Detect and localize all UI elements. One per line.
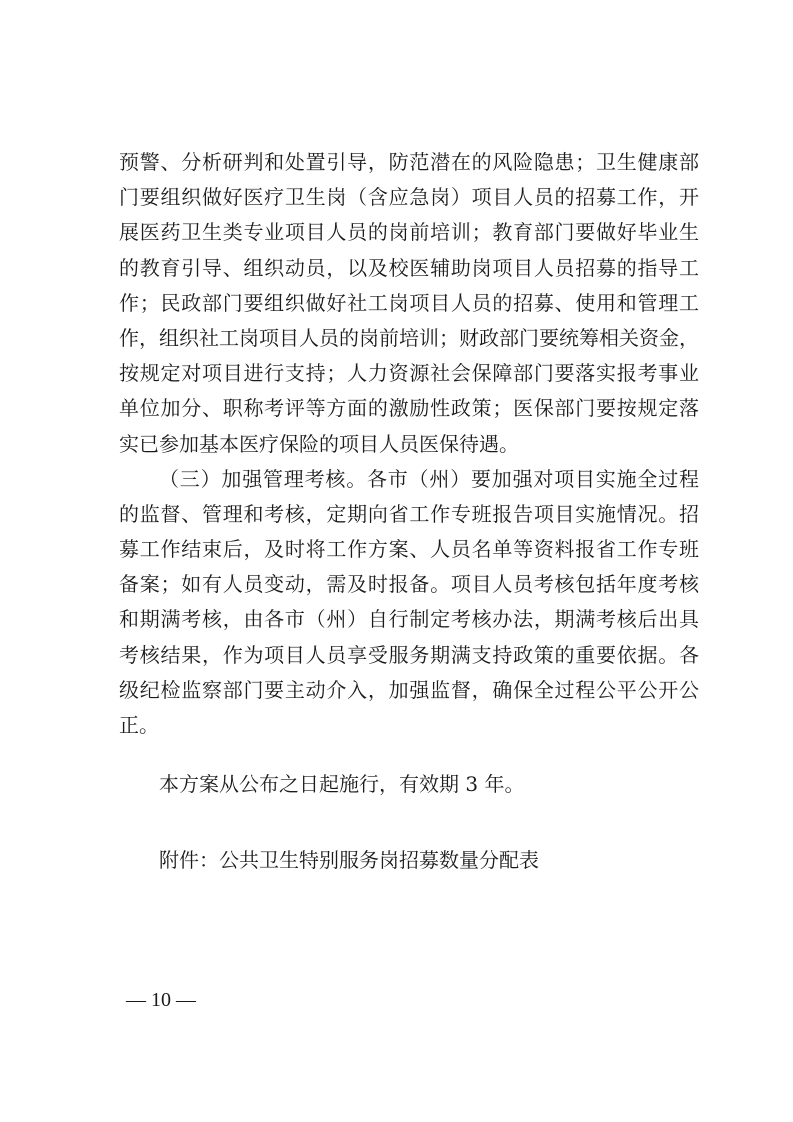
text-line: 考核结果，作为项目人员享受服务期满支持政策的重要依据。各 [119,642,699,667]
text-line: 展医药卫生类专业项目人员的岗前培训；教育部门要做好毕业生 [119,220,699,245]
text-line: 的监督、管理和考核，定期向省工作专班报告项目实施情况。招 [119,501,699,526]
attachment-note: 附件：公共卫生特别服务岗招募数量分配表 [159,848,539,872]
document-body [119,145,699,743]
text-line: 按规定对项目进行支持；人力资源社会保障部门要落实报考事业 [119,361,699,386]
text-line: 正。 [119,713,159,737]
text-line: 的教育引导、组织动员，以及校医辅助岗项目人员招募的指导工 [119,255,699,280]
section-three-paragraph [119,462,699,744]
text-line: 预警、分析研判和处置引导，防范潜在的风险隐患；卫生健康部 [119,150,699,174]
text-line: 和期满考核，由各市（州）自行制定考核办法，期满考核后出具 [119,607,699,632]
text-line: 作；民政部门要组织做好社工岗项目人员的招募、使用和管理工 [119,290,699,315]
text-line: 备案；如有人员变动，需及时报备。项目人员考核包括年度考核 [119,572,699,597]
text-line: 募工作结束后，及时将工作方案、人员名单等资料报省工作专班 [119,537,699,562]
text-line: 单位加分、职称考评等方面的激励性政策；医保部门要按规定落 [119,396,699,421]
text-line: 实已参加基本医疗保险的项目人员医保待遇。 [119,431,519,456]
paragraph-continuation [119,145,699,462]
section-heading-line: （三）加强管理考核。各市（州）要加强对项目实施全过程 [159,466,699,491]
page-number: — 10 — [126,989,196,1011]
text-line: 级纪检监察部门要主动介入，加强监督，确保全过程公平公开公 [119,677,699,702]
text-line: 门要组织做好医疗卫生岗（含应急岗）项目人员的招募工作，开 [119,185,699,210]
effective-period-note: 本方案从公布之日起施行，有效期 3 年。 [159,772,525,796]
text-line: 作，组织社工岗项目人员的岗前培训；财政部门要统筹相关资金， [119,325,699,350]
